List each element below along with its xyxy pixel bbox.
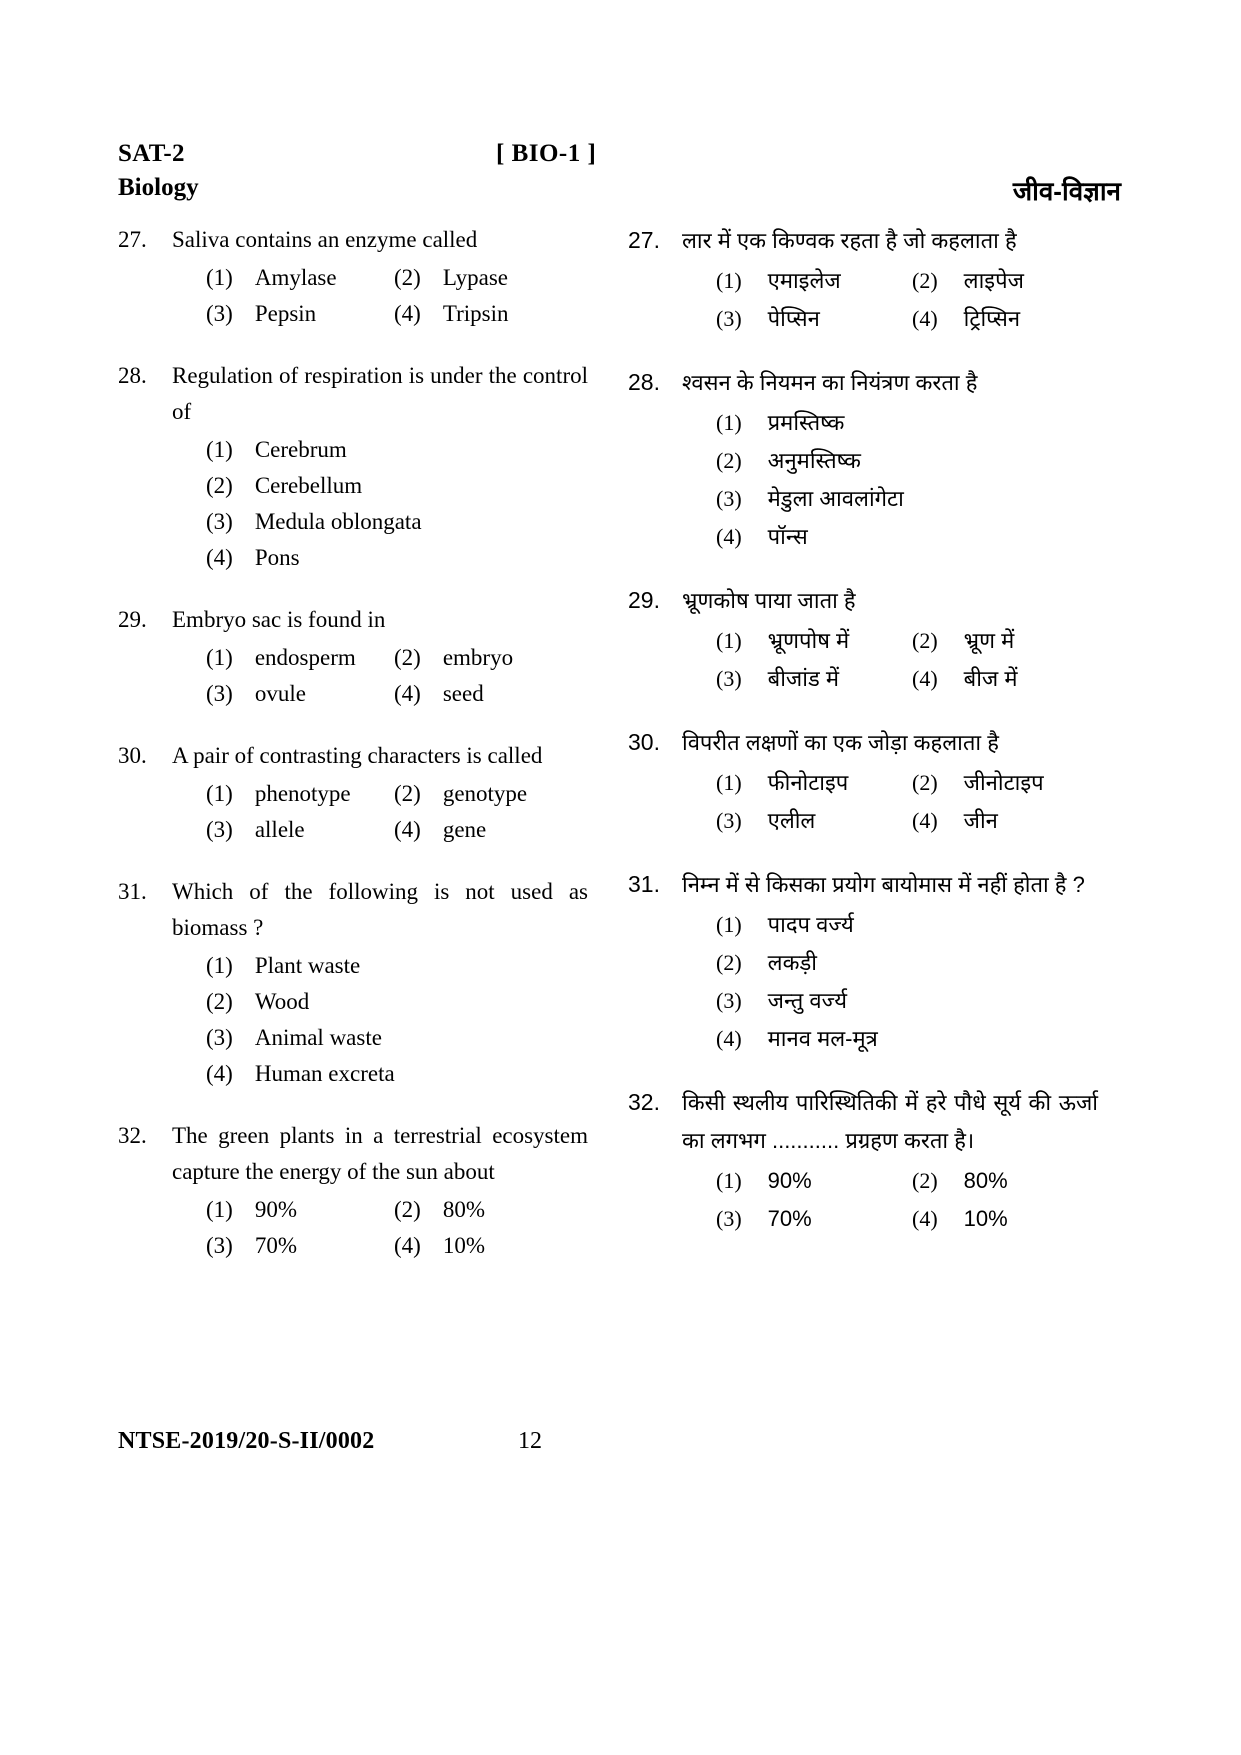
option-row [716,1162,1098,1200]
option-text: 10% [963,1206,1008,1231]
option-list [172,776,588,848]
option-label: (1) [206,437,233,462]
option-label: (4) [394,301,421,326]
option[interactable] [716,480,904,518]
question-text: Regulation of respiration is under the control of [172,363,588,424]
option-text: endosperm [254,645,356,670]
option[interactable] [912,1200,1008,1238]
option-row [716,1020,1098,1058]
option-label: (4) [394,681,421,706]
option-text: जीन [963,808,998,833]
option-label: (3) [206,681,233,706]
option[interactable] [912,764,1044,802]
option-row [206,1192,588,1228]
option-label: (2) [912,268,938,293]
option-text: Cerebellum [254,473,363,498]
footer-paper-code: NTSE-2019/20-S-II/0002 [118,1428,375,1454]
option-label: (1) [716,268,742,293]
option-row [716,404,1098,442]
option-row [716,802,1098,840]
option[interactable] [206,812,394,848]
header-row-codes [118,140,1121,174]
question-text: विपरीत लक्षणों का एक जोड़ा कहलाता है [682,730,999,755]
option-label: (2) [394,645,421,670]
option-row [716,262,1098,300]
option-text: भ्रूण में [963,628,1015,653]
option-text: फीनोटाइप [767,770,849,795]
option-text: एमाइलेज [767,268,841,293]
option-text: phenotype [254,781,351,806]
question-block [118,738,588,848]
option-text: Pons [254,545,300,570]
option-label: (4) [912,306,938,331]
option-list [172,948,588,1092]
option[interactable] [206,984,309,1020]
question-text: Which of the following is not used as biomass ? [172,879,588,940]
question-number: 32. [628,1089,660,1115]
option-text: Animal waste [254,1025,382,1050]
option-label: (4) [206,1061,233,1086]
option-text: 90% [254,1197,297,1222]
subject-title-english: Biology [118,174,199,201]
option-text: ovule [254,681,306,706]
option-list [172,640,588,712]
option-label: (1) [716,628,742,653]
question-body [172,738,588,848]
option-text: ट्रिप्सिन [963,306,1021,331]
option-text: पॉन्स [767,524,808,549]
option-text: अनुमस्तिष्क [767,448,861,473]
option-text: Tripsin [442,301,509,326]
option-row [206,540,588,576]
option-label: (1) [206,645,233,670]
subject-title-hindi: जीव-विज्ञान [1012,176,1121,206]
option-label: (1) [206,953,233,978]
option-row [716,660,1098,698]
option-row [716,906,1098,944]
question-block [628,724,1098,840]
option-text: भ्रूणपोष में [767,628,850,653]
question-number: 30. [118,743,147,768]
question-number: 31. [118,879,147,904]
option-row [206,776,588,812]
option-row [206,504,588,540]
question-number: 28. [628,369,660,395]
option[interactable] [394,812,486,848]
option-label: (2) [716,950,742,975]
option-row [716,518,1098,556]
option[interactable] [206,676,394,712]
option-label: (3) [206,301,233,326]
option[interactable] [716,518,808,556]
hindi-question-column [628,222,1098,1290]
option-label: (2) [394,265,421,290]
option-label: (3) [716,666,742,691]
option-text: Plant waste [254,953,361,978]
option[interactable] [206,432,347,468]
option-text: 10% [442,1233,485,1258]
option-row [206,1020,588,1056]
option-label: (2) [206,989,233,1014]
option-label: (1) [206,1197,233,1222]
option-text: Human excreta [254,1061,395,1086]
question-body [172,602,588,712]
option-text: Amylase [254,265,337,290]
option-text: प्रमस्तिष्क [767,410,845,435]
option[interactable] [716,982,847,1020]
option-label: (4) [206,545,233,570]
option-text: 70% [254,1233,297,1258]
option-label: (1) [716,1168,742,1193]
option-row [716,764,1098,802]
question-block [118,222,588,332]
option-row [716,982,1098,1020]
option[interactable] [206,296,394,332]
option[interactable] [912,300,1020,338]
option-list [682,622,1098,698]
option[interactable] [912,802,998,840]
option-row [716,442,1098,480]
question-number: 32. [118,1123,147,1148]
option-text: 70% [767,1206,812,1231]
option[interactable] [206,640,394,676]
option[interactable] [716,944,817,982]
question-block [118,602,588,712]
option-label: (4) [912,1206,938,1231]
option-label: (2) [912,770,938,795]
option-label: (3) [716,808,742,833]
option-text: Cerebrum [254,437,347,462]
question-block [118,1118,588,1264]
option-text: Pepsin [254,301,317,326]
question-body [682,866,1098,1058]
option-label: (2) [912,628,938,653]
question-body [682,1084,1098,1238]
question-body [172,358,588,576]
option-label: (3) [716,306,742,331]
question-body [682,222,1098,338]
option[interactable] [716,1020,878,1058]
question-block [628,866,1098,1058]
question-number: 27. [628,227,660,253]
option-label: (2) [912,1168,938,1193]
question-body [172,222,588,332]
question-text: निम्न में से किसका प्रयोग बायोमास में नहीं होता है ? [682,872,1085,897]
option-label: (2) [206,473,233,498]
option-text: मेडुला आवलांगेटा [767,486,904,511]
option[interactable] [716,262,912,300]
question-number: 29. [118,607,147,632]
option-label: (3) [716,988,742,1013]
option-row [206,432,588,468]
option[interactable] [206,776,394,812]
option[interactable] [394,260,508,296]
question-text: Saliva contains an enzyme called [172,227,478,252]
option-text: Medula oblongata [254,509,422,534]
option[interactable] [394,1228,485,1264]
column-gutter [588,222,628,1290]
option-label: (3) [716,486,742,511]
option[interactable] [206,1192,394,1228]
option[interactable] [716,442,861,480]
question-body [682,364,1098,556]
option-label: (4) [394,1233,421,1258]
option-text: जीनोटाइप [963,770,1044,795]
option-text: gene [442,817,487,842]
option-text: पादप वर्ज्य [767,912,854,937]
option-list [682,1162,1098,1238]
option-text: 90% [767,1168,812,1193]
option[interactable] [206,468,362,504]
footer-page-number: 12 [518,1428,542,1454]
option[interactable] [206,504,422,540]
question-text: भ्रूणकोष पाया जाता है [682,588,856,613]
page-footer [118,1428,1121,1455]
question-number: 31. [628,871,660,897]
option[interactable] [716,764,912,802]
option[interactable] [206,1228,394,1264]
option-label: (4) [716,1026,742,1051]
option-label: (3) [206,509,233,534]
option[interactable] [206,948,360,984]
option[interactable] [716,300,912,338]
option-label: (1) [206,265,233,290]
option[interactable] [912,262,1024,300]
option-text: allele [254,817,305,842]
option[interactable] [716,622,912,660]
option-label: (3) [716,1206,742,1231]
question-text: लार में एक किण्वक रहता है जो कहलाता है [682,228,1017,253]
option[interactable] [394,1192,485,1228]
option-row [206,1228,588,1264]
option-list [172,432,588,576]
option-row [206,676,588,712]
option-text: पेप्सिन [767,306,820,331]
option-row [716,622,1098,660]
option-text: 80% [442,1197,485,1222]
question-block [118,358,588,576]
option-label: (3) [206,1233,233,1258]
question-number: 29. [628,587,660,613]
option-label: (1) [716,770,742,795]
option-text: Wood [254,989,310,1014]
option[interactable] [716,660,912,698]
question-block [628,364,1098,556]
question-text: The green plants in a terrestrial ecosystem capture the energy of the sun about [172,1123,588,1184]
option[interactable] [394,776,527,812]
question-text: श्वसन के नियमन का नियंत्रण करता है [682,370,978,395]
header-row-subject [118,174,1121,218]
option-text: Lypase [442,265,508,290]
option-text: embryo [442,645,514,670]
option-row [206,984,588,1020]
paper-code: [ BIO-1 ] [496,140,597,167]
option[interactable] [912,622,1014,660]
option[interactable] [716,1162,912,1200]
option-text: एलील [767,808,816,833]
question-block [628,1084,1098,1238]
option-row [716,480,1098,518]
option-list [172,1192,588,1264]
question-body [682,582,1098,698]
question-body [172,874,588,1092]
option-label: (2) [394,1197,421,1222]
option[interactable] [716,906,854,944]
question-block [118,874,588,1092]
option-row [716,300,1098,338]
option[interactable] [206,1056,395,1092]
option-text: बीजांड में [767,666,839,691]
question-block [628,582,1098,698]
option-text: seed [442,681,484,706]
option[interactable] [716,1200,912,1238]
question-body [682,724,1098,840]
question-number: 30. [628,729,660,755]
question-number: 27. [118,227,147,252]
option-label: (4) [716,524,742,549]
option[interactable] [912,1162,1008,1200]
option-list [682,906,1098,1058]
question-text: Embryo sac is found in [172,607,386,632]
option-row [716,944,1098,982]
option[interactable] [206,1020,382,1056]
question-block [628,222,1098,338]
option-text: genotype [442,781,528,806]
option-row [206,296,588,332]
option-text: लाइपेज [963,268,1024,293]
option[interactable] [394,296,508,332]
question-text: किसी स्थलीय पारिस्थितिकी में हरे पौधे सूर्य की ऊर्जा का लगभग ........... प्रग्रहण करता है। [682,1090,1098,1153]
option-list [682,404,1098,556]
option-label: (4) [912,808,938,833]
option-row [206,948,588,984]
option-row [716,1200,1098,1238]
option-text: लकड़ी [767,950,817,975]
option[interactable] [394,676,484,712]
option-label: (3) [206,1025,233,1050]
option-row [206,468,588,504]
option[interactable] [716,404,844,442]
option-label: (3) [206,817,233,842]
option-label: (4) [912,666,938,691]
option-text: बीज में [963,666,1018,691]
sat-code: SAT-2 [118,140,185,167]
option[interactable] [716,802,912,840]
question-body [172,1118,588,1264]
option-label: (1) [206,781,233,806]
question-columns [118,222,1121,1290]
option-text: 80% [963,1168,1008,1193]
question-text: A pair of contrasting characters is called [172,743,543,768]
option-list [682,764,1098,840]
option-label: (4) [394,817,421,842]
question-number: 28. [118,363,147,388]
option-list [682,262,1098,338]
english-question-column [118,222,588,1290]
option[interactable] [206,540,300,576]
option-label: (2) [394,781,421,806]
option[interactable] [206,260,394,296]
option-label: (1) [716,912,742,937]
option-list [172,260,588,332]
option-text: जन्तु वर्ज्य [767,988,847,1013]
option[interactable] [394,640,513,676]
option-row [206,1056,588,1092]
option-label: (2) [716,448,742,473]
option[interactable] [912,660,1018,698]
option-row [206,260,588,296]
option-label: (1) [716,410,742,435]
option-text: मानव मल-मूत्र [767,1026,878,1051]
option-row [206,812,588,848]
option-row [206,640,588,676]
